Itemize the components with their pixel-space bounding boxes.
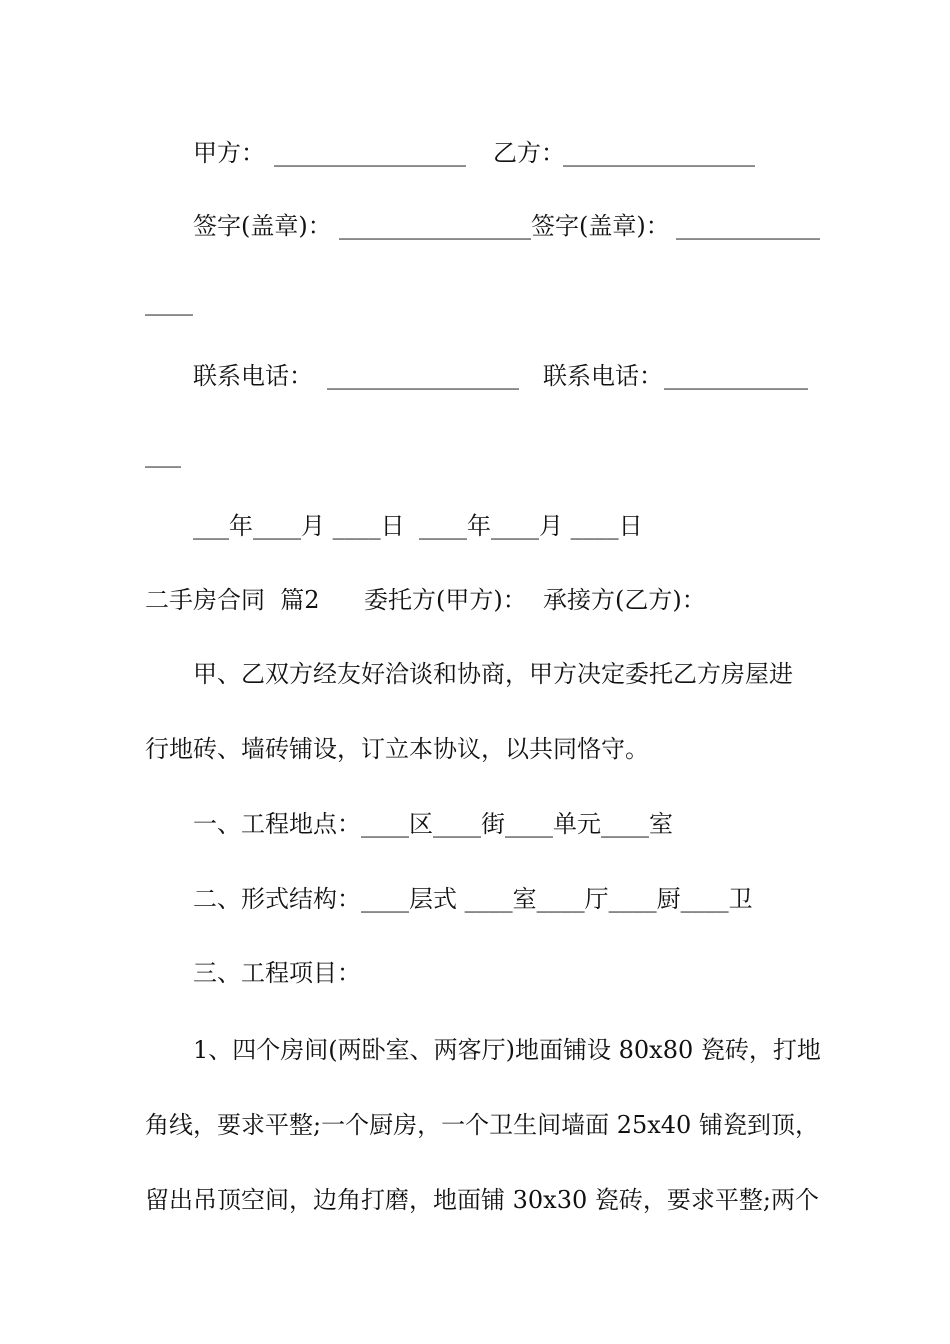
item-location [0,804,950,844]
sign-b-blank: ____________ [676,212,820,240]
project-para-text-2: 角线，要求平整;一个厨房，一个卫生间墙面 25x40 铺瓷到顶， [145,1111,819,1139]
project-para-line-2 [0,1105,950,1145]
project-para-line-1 [0,1030,950,1070]
signature-line [0,206,950,246]
intro-line-1 [0,654,950,694]
contractor-label: 承接方(乙方)： [543,586,706,614]
party-b-blank: ________________ [563,139,755,167]
date-a: ___年____月 ____日 [193,512,405,540]
item-project-text: 三、工程项目： [193,959,361,987]
contract-heading-line [0,580,950,620]
project-para-line-3 [0,1180,950,1220]
party-a-label: 甲方： [193,139,265,167]
item-structure-text: 二、形式结构：____层式 ____室____厅____厨____卫 [193,885,753,913]
signature-line-cont [0,282,950,322]
phone-a-label: 联系电话： [193,362,313,390]
intro-text-2: 行地砖、墙砖铺设，订立本协议，以共同恪守。 [145,735,649,763]
phone-a-blank: ________________ [327,362,519,390]
party-line [0,133,950,173]
phone-b-blank-cont: ___ [145,440,181,468]
item-project [0,953,950,993]
party-a-blank: ________________ [274,139,466,167]
item-structure [0,879,950,919]
phone-line [0,356,950,396]
project-para-text-3: 留出吊顶空间，边角打磨，地面铺 30x30 瓷砖，要求平整;两个 [145,1186,819,1214]
sign-a-label: 签字(盖章)： [193,212,332,240]
intro-line-2 [0,729,950,769]
project-para-text-1: 1、四个房间(两卧室、两客厅)地面铺设 80x80 瓷砖，打地 [193,1036,821,1064]
client-label: 委托方(甲方)： [364,586,527,614]
contract-heading: 二手房合同 篇2 [145,586,320,614]
intro-text-1: 甲、乙双方经友好洽谈和协商，甲方决定委托乙方房屋进 [193,660,793,688]
phone-b-label: 联系电话： [543,362,663,390]
item-location-text: 一、工程地点：____区____街____单元____室 [193,810,673,838]
sign-b-blank-cont: ____ [145,288,193,316]
date-b: ____年____月 ____日 [419,512,643,540]
phone-b-blank: ____________ [664,362,808,390]
sign-a-blank: ________________ [339,212,531,240]
phone-line-cont [0,434,950,474]
date-line [0,506,950,546]
party-b-label: 乙方： [493,139,565,167]
sign-b-label: 签字(盖章)： [531,212,670,240]
